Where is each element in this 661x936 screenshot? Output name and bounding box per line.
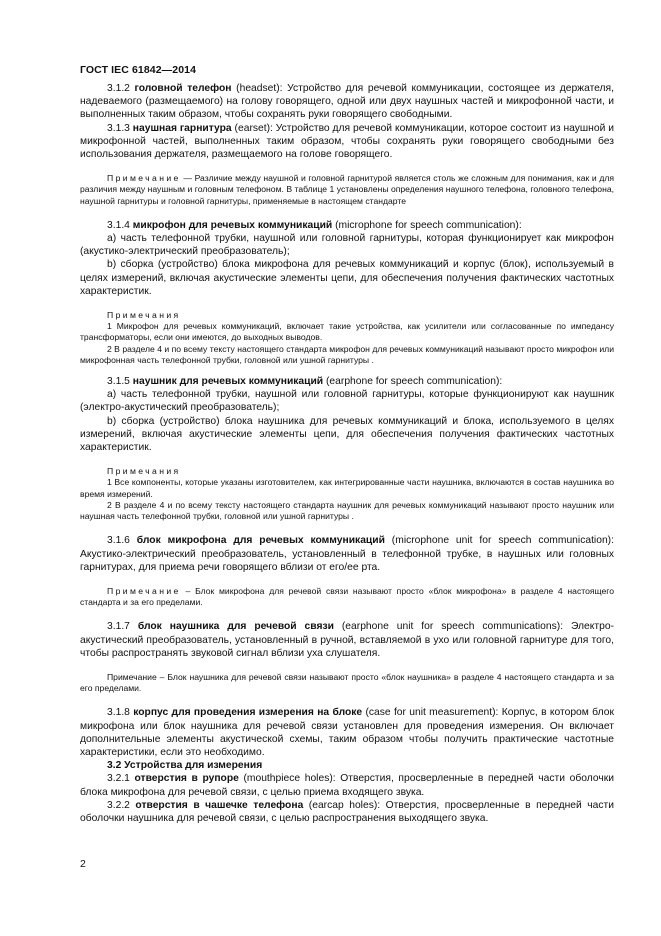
notes-2-item-1: 1 Микрофон для речевых коммуникаций, включает такие устройства, как усилители или согласованные по импедансу трансформаторы, если они имеются, до выходных выводов.	[80, 321, 614, 343]
notes-3-item-2: 2 В разделе 4 и по всему тексту настоящего стандарта наушник для речевых коммуникаций называют просто наушник или наушная часть телефонной трубки, головной или ушной гарнитуры .	[80, 499, 614, 522]
clause-3-1-3: 3.1.3 наушная гарнитура (earset): Устройство для речевой коммуникации, которое состоит из наушной и микрофонной частей, выполненных таким образом, чтобы сохранять руки говорящего свободными без использования держателя, размещаемого на голове говорящего.	[80, 122, 614, 161]
clause-3-1-4-a: а) часть телефонной трубки, наушной или головной гарнитуры, которая функционирует как микрофон (акустико-электрический преобразователь);	[80, 233, 614, 258]
note-label: Примечание	[107, 585, 181, 596]
note-5: Примечание – Блок наушника для речевой связи называют просто «блок наушника» в разделе 4 настоящего стандарта и за его пределами.	[80, 671, 614, 694]
notes-2-item-2: 2 В разделе 4 и по всему тексту настоящего стандарта микрофон для речевых коммуникаций называют просто микрофон или микрофонная часть телефонной трубки, головной или ушной гарнитуры .	[80, 343, 614, 365]
notes-2-heading: Примечания	[107, 310, 181, 321]
term: наушная гарнитура	[132, 122, 232, 134]
term: микрофон для речевых коммуникаций	[132, 219, 333, 231]
document-body	[80, 82, 614, 825]
term: отверстия в чашечке телефона	[135, 799, 304, 811]
clause-3-1-5-b: b) сборка (устройство) блока наушника для речевых коммуникаций и блока, используемого в целях измерений, включая акустические элементы цепи, для обеспечения получения фактических частотных характеристик.	[80, 415, 614, 454]
clause-3-2-2: 3.2.2 отверстия в чашечке телефона (earcap holes): Отверстия, просверленные в передней части оболочки наушника для речевой связи, с целью распространения выходящего звука.	[80, 799, 614, 824]
clause-3-1-5-a: а) часть телефонной трубки, наушной или головной гарнитуры, которые функционируют как наушник (электро-акустический преобразователь);	[80, 389, 614, 414]
term: корпус для проведения измерения на блоке	[133, 707, 363, 719]
section-3-2-title: 3.2 Устройства для измерения	[107, 760, 263, 772]
term: головной телефон	[134, 83, 232, 94]
term: блок микрофона для речевых коммуникаций	[136, 535, 385, 547]
notes-3-heading: Примечания	[107, 466, 181, 477]
clause-3-1-6: 3.1.6 блок микрофона для речевых коммуникаций (microphone unit for speech communication): Акустико-электрический преобразователь, установленный в телефонной трубке, в наушных или головных гарнитурах, для приема речи говорящего вблизи от его/ее рта.	[80, 535, 614, 573]
note-1: Примечание — Различие между наушной и головной гарнитурой является столь же сложным для понимания, как и для различия между наушным и головным телефоном. В таблице 1 установлены определения наушного телефона, головного телефона, наушной гарнитуры и головной гарнитуры, применяемые в настоящем стандарте	[80, 173, 614, 206]
document-header: ГОСТ IEC 61842—2014	[80, 64, 197, 76]
clause-3-1-2: 3.1.2 головной телефон (headset): Устройство для речевой коммуникации, состоящее из держателя, надеваемого (размещаемого) на голову говорящего, одной или двух наушных частей и микрофонной части, и выполненных таким образом, чтобы сохранять руки говорящего свободными.	[80, 83, 614, 121]
clause-3-1-5: 3.1.5 наушник для речевых коммуникаций (earphone for speech communication):	[107, 376, 503, 388]
clause-3-1-4-b: b) сборка (устройство) блока микрофона для речевых коммуникаций и корпус (блок), используемый в целях измерений, включая акустические элементы цепи, для обеспечения получения фактических частотных характеристик.	[80, 259, 614, 297]
term: отверстия в рупоре	[134, 773, 239, 785]
note-label: Примечание	[107, 671, 157, 682]
term: блок наушника для речевой связи	[137, 621, 334, 633]
notes-3-item-1: 1 Все компоненты, которые указаны изготовителем, как интегрированные части наушника, включаются в состав наушника во время измерений.	[80, 477, 614, 499]
note-label: Примечание	[107, 173, 181, 184]
note-4: Примечание – Блок микрофона для речевой связи называют просто «блок микрофона» в разделе 4 настоящего стандарта и за его пределами.	[80, 585, 614, 608]
clause-3-1-7: 3.1.7 блок наушника для речевой связи (earphone unit for speech communications): Электро-акустический преобразователь, установленный в ручной, вставляемой в ухо или головной гарнитуре для того, чтобы распространять звуковой сигнал вблизи уха слушателя.	[80, 621, 614, 659]
clause-3-1-4: 3.1.4 микрофон для речевых коммуникаций (microphone for speech communication):	[107, 219, 522, 231]
page-number: 2	[80, 858, 86, 870]
clause-3-1-8: 3.1.8 корпус для проведения измерения на блоке (case for unit measurement): Корпус, в котором блок микрофона или блок наушника для речевой связи установлен для проведения измерения. Он включает дополнительные элементы акустической схемы, таким образом чтобы получить практические частотные характеристики, если это необходимо.	[80, 707, 614, 758]
clause-3-2-1: 3.2.1 отверстия в рупоре (mouthpiece holes): Отверстия, просверленные в передней части оболочки блока микрофона для речевой связи, с целью приема входящего звука.	[80, 773, 614, 798]
term: наушник для речевых коммуникаций	[132, 376, 324, 388]
